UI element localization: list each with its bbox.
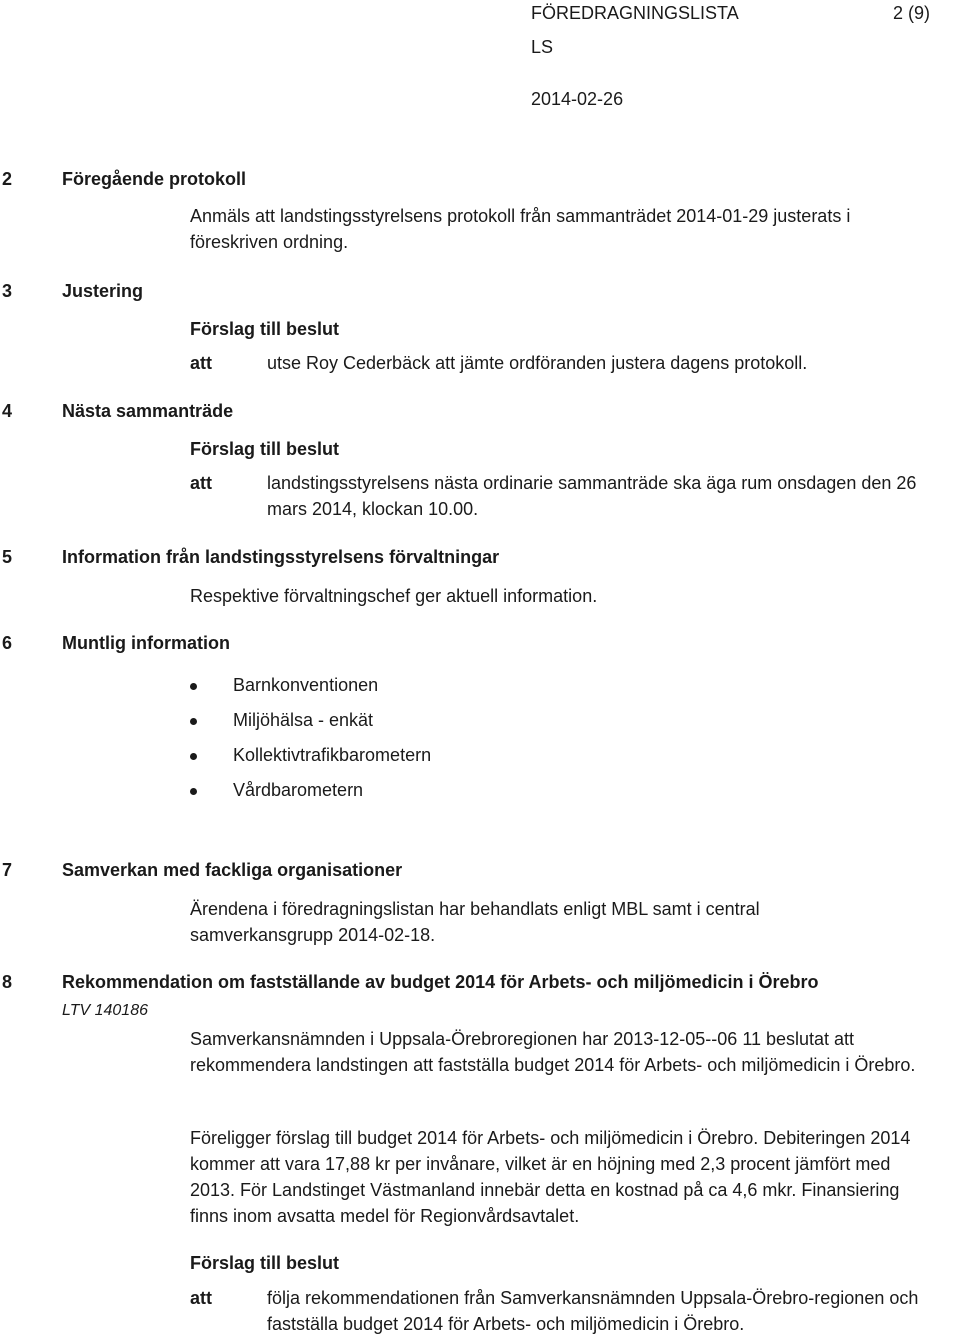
decision-text: utse Roy Cederbäck att jämte ordföranden justera dagens protokoll. <box>267 353 808 373</box>
proposal-heading: Förslag till beslut <box>190 439 340 459</box>
section-number: 7 <box>2 860 13 880</box>
document-date: 2014-02-26 <box>531 89 624 109</box>
section-title: Muntlig information <box>62 633 230 653</box>
section-number: 3 <box>2 281 13 301</box>
document-type: FÖREDRAGNINGSLISTA <box>531 3 739 23</box>
section-title: Information från landstingsstyrelsens förvaltningar <box>62 547 500 567</box>
section-number: 4 <box>2 401 13 421</box>
section-text: Ärendena i föredragningslistan har behandlats enligt MBL samt i central samverkansgrupp 2014-02-18. <box>190 899 760 945</box>
reference-number: LTV 140186 <box>62 1002 148 1019</box>
att-marker: att <box>190 1288 212 1308</box>
decision-text: följa rekommendationen från Samverkansnämnden Uppsala-Örebro-regionen och fastställa budget 2014 för Arbets- och miljömedicin i Örebro. <box>267 1288 919 1334</box>
page-number: 2 (9) <box>893 3 931 23</box>
proposal-heading: Förslag till beslut <box>190 1253 340 1273</box>
section-title: Föregående protokoll <box>62 169 247 189</box>
bullet-icon <box>190 718 197 725</box>
list-item: Vårdbarometern <box>233 780 364 800</box>
decision-text: landstingsstyrelsens nästa ordinarie sammanträde ska äga rum onsdagen den 26 mars 2014, klockan 10.00. <box>267 473 917 519</box>
proposal-heading: Förslag till beslut <box>190 319 340 339</box>
bullet-icon <box>190 683 197 690</box>
section-text: Respektive förvaltningschef ger aktuell information. <box>190 586 598 606</box>
section-title: Rekommendation om fastställande av budget 2014 för Arbets- och miljömedicin i Örebro <box>62 972 819 992</box>
section-title: Nästa sammanträde <box>62 401 234 421</box>
section-title: Justering <box>62 281 144 301</box>
section-number: 6 <box>2 633 13 653</box>
list-item: Barnkonventionen <box>233 675 379 695</box>
bullet-icon <box>190 788 197 795</box>
att-marker: att <box>190 473 212 493</box>
att-marker: att <box>190 353 212 373</box>
section-number: 5 <box>2 547 13 567</box>
section-text: Anmäls att landstingsstyrelsens protokoll från sammanträdet 2014-01-29 justerats i föreskriven ordning. <box>190 206 851 252</box>
list-item: Miljöhälsa - enkät <box>233 710 374 730</box>
bullet-icon <box>190 753 197 760</box>
section-text: Föreligger förslag till budget 2014 för Arbets- och miljömedicin i Örebro. Debiteringen 2014 kommer att vara 17,88 kr per invånare, vilket är en höjning med 2,3 procent jämfört med 2013. För Landstinget Västmanland innebär detta en kostnad på ca 4,6 mkr. Finansiering finns inom avsatta medel för Regionvårdsavtalet. <box>190 1128 911 1226</box>
section-text: Samverkansnämnden i Uppsala-Örebroregionen har 2013-12-05--06 11 beslutat att rekommendera landstingen att fastställa budget 2014 för Arbets- och miljömedicin i Örebro. <box>190 1029 916 1075</box>
list-item: Kollektivtrafikbarometern <box>233 745 432 765</box>
organization-code: LS <box>531 37 554 57</box>
section-number: 8 <box>2 972 13 992</box>
section-number: 2 <box>2 169 13 189</box>
section-title: Samverkan med fackliga organisationer <box>62 860 403 880</box>
